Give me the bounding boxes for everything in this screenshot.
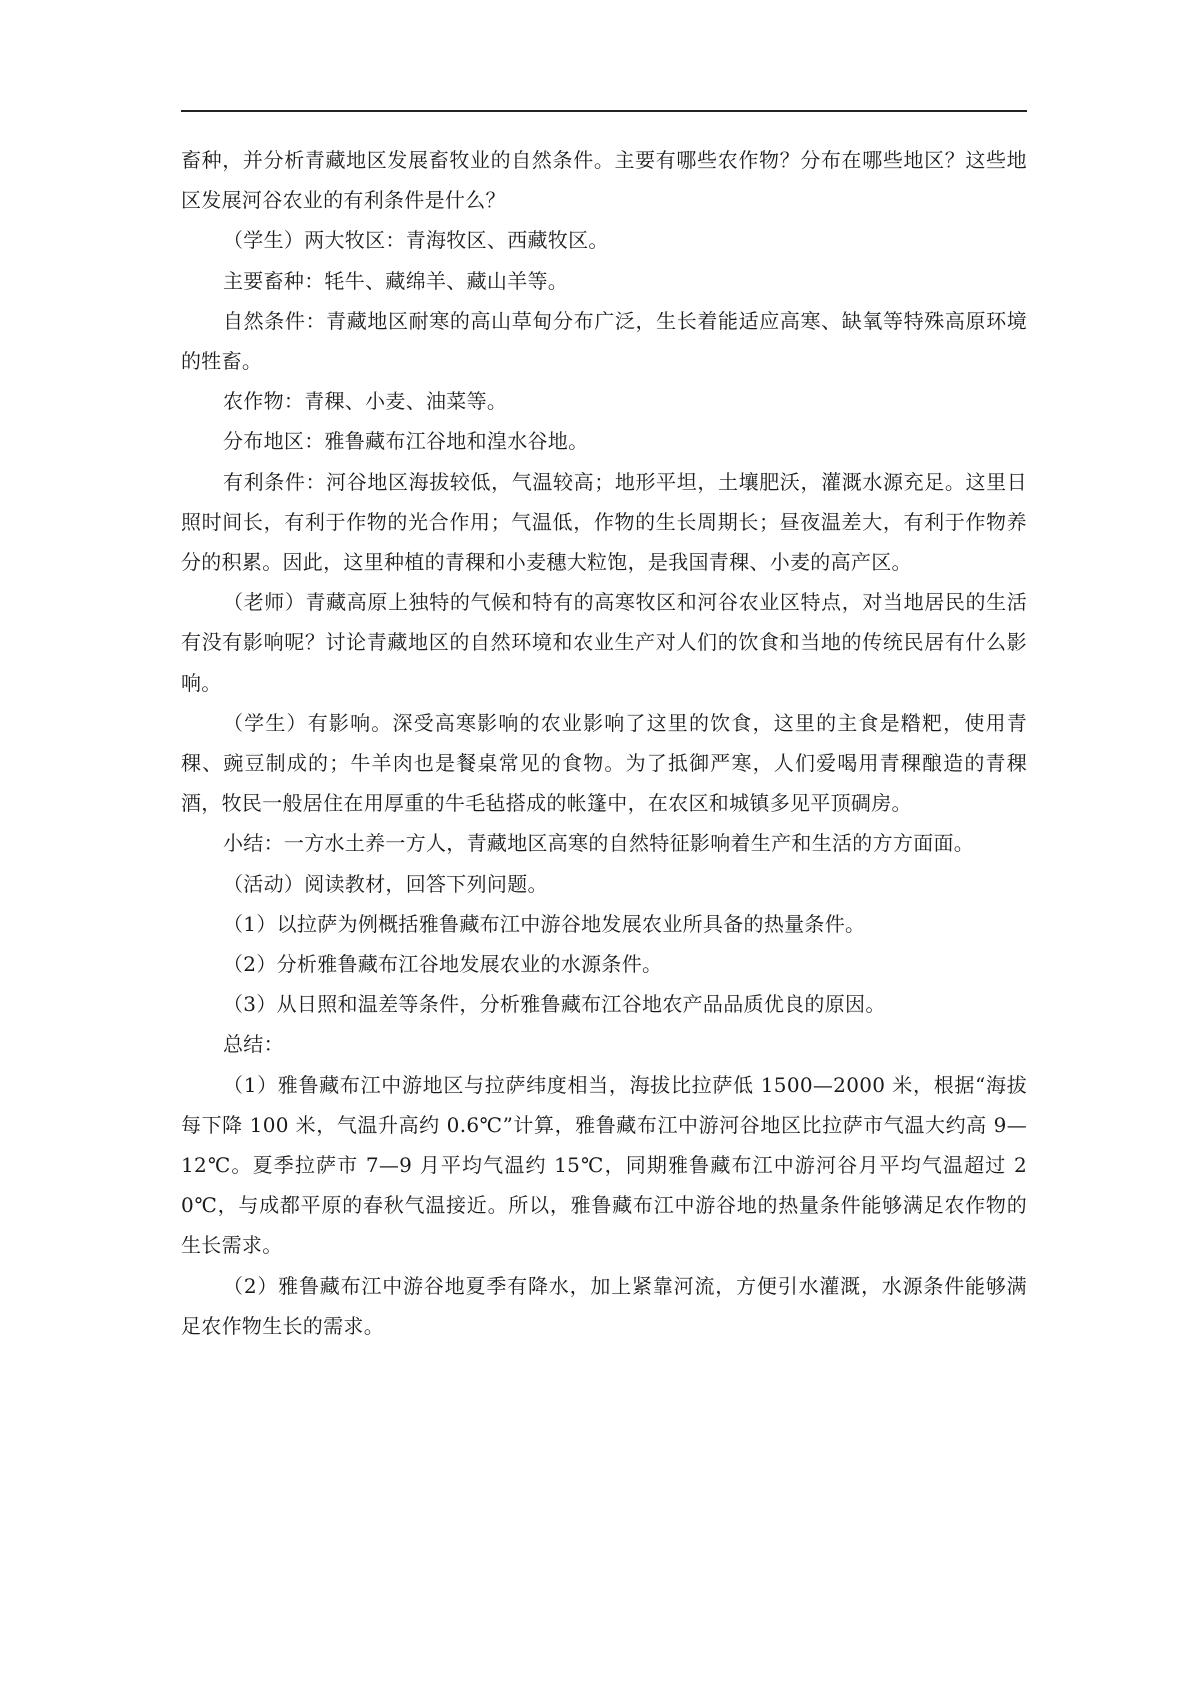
paragraph: 畜种，并分析青藏地区发展畜牧业的自然条件。主要有哪些农作物？分布在哪些地区？这些地区发展河谷农业的有利条件是什么？	[181, 148, 1027, 213]
paragraph: 分布地区：雅鲁藏布江谷地和湟水谷地。	[223, 429, 589, 454]
paragraph: 自然条件：青藏地区耐寒的高山草甸分布广泛，生长着能适应高寒、缺氧等特殊高原环境的牲畜。	[181, 308, 1027, 374]
paragraph: （1）雅鲁藏布江中游地区与拉萨纬度相当，海拔比拉萨低 1500—2000 米，根据“海拔每下降 100 米，气温升高约 0.6℃”计算，雅鲁藏布江中游河谷地区比拉萨市气温大约高 9—12℃。夏季拉萨市 7—9 月平均气温约 15℃，同期雅鲁藏布江中游河谷月平均气温超过 20℃，与成都平原的春秋气温接近。所以，雅鲁藏布江中游谷地的热量条件能够满足农作物的生长需求。	[181, 1072, 1027, 1258]
paragraph: （2）雅鲁藏布江中游谷地夏季有降水，加上紧靠河流，方便引水灌溉，水源条件能够满足农作物生长的需求。	[181, 1273, 1027, 1338]
paragraph: （学生）两大牧区：青海牧区、西藏牧区。	[223, 228, 609, 253]
paragraph: （1）以拉萨为例概括雅鲁藏布江中游谷地发展农业所具备的热量条件。	[223, 911, 866, 936]
paragraph: （老师）青藏高原上独特的气候和特有的高寒牧区和河谷农业区特点，对当地居民的生活有没有影响呢？讨论青藏地区的自然环境和农业生产对人们的饮食和当地的传统民居有什么影响。	[181, 590, 1027, 695]
paragraph: （学生）有影响。深受高寒影响的农业影响了这里的饮食，这里的主食是糌粑，使用青稞、豌豆制成的；牛羊肉也是餐桌常见的食物。为了抵御严寒，人们爱喝用青稞酿造的青稞酒，牧民一般居住在用厚重的牛毛毡搭成的帐篷中，在农区和城镇多见平顶碉房。	[181, 710, 1027, 816]
paragraph: 总结：	[223, 1032, 284, 1057]
paragraph: 小结：一方水土养一方人，青藏地区高寒的自然特征影响着生产和生活的方方面面。	[223, 831, 975, 856]
document-body	[181, 140, 1027, 1346]
paragraph: 农作物：青稞、小麦、油菜等。	[223, 389, 508, 414]
paragraph: （活动）阅读教材，回答下列问题。	[223, 871, 548, 896]
paragraph: （3）从日照和温差等条件，分析雅鲁藏布江谷地农产品品质优良的原因。	[223, 992, 886, 1017]
paragraph: （2）分析雅鲁藏布江谷地发展农业的水源条件。	[223, 952, 663, 977]
paragraph: 有利条件：河谷地区海拔较低，气温较高；地形平坦，土壤肥沃，灌溉水源充足。这里日照时间长，有利于作物的光合作用；气温低，作物的生长周期长；昼夜温差大，有利于作物养分的积累。因此，这里种植的青稞和小麦穗大粒饱，是我国青稞、小麦的高产区。	[181, 469, 1027, 575]
paragraph: 主要畜种：牦牛、藏绵羊、藏山羊等。	[223, 268, 569, 293]
header-rule	[181, 110, 1027, 112]
